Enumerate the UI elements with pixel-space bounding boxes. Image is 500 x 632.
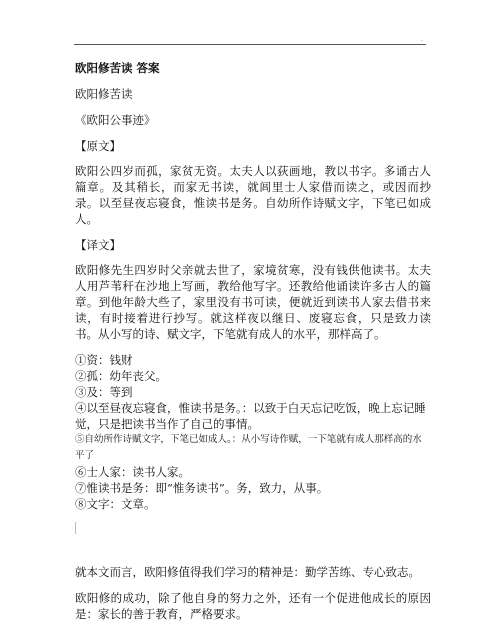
note-item: ②孤：幼年丧父。 <box>75 369 167 383</box>
corner-mark: . <box>421 36 423 43</box>
spacer <box>75 546 431 564</box>
notes-list <box>75 352 431 512</box>
note-item: ①资：钱财 <box>75 353 133 367</box>
note-item: ⑤自幼所作诗赋文字，下笔已如成人。：从小写诗作赋，一下笔就有成人那样高的水平了 <box>75 434 422 461</box>
note-item: ⑦惟读书是务：即“惟务读书”。务，致力，从事。 <box>75 481 329 495</box>
text-cursor <box>75 522 76 534</box>
note-item: ③及：等到 <box>75 385 133 399</box>
document-title: 欧阳修苦读 答案 <box>75 61 160 75</box>
original-text: 欧阳公四岁而孤，家贫无资。太夫人以荻画地，教以书字。多诵古人篇章。及其稍长，而家无书读，就闾里士人家借而读之，或因而抄录。以至昼夜忘寝食，惟读书是务。自幼所作诗赋文字，下笔已如成人。 <box>75 164 431 226</box>
document-subtitle: 欧阳修苦读 <box>75 87 133 101</box>
translation-text: 欧阳修先生四岁时父亲就去世了，家境贫寒，没有钱供他读书。太夫人用芦苇秆在沙地上写画，教给他写字。还教给他诵读许多古人的篇章。到他年龄大些了，家里没有书可读，便就近到读书人家去借书来读，有时接着进行抄写。就这样夜以继日、废寝忘食，只是致力读书。从小写的诗、赋文字，下笔就有成人的水平，那样高了。 <box>75 263 431 341</box>
translation-heading: 【译文】 <box>75 238 121 252</box>
note-item: ④以至昼夜忘寝食，惟读书是务。：以致于白天忘记吃饭，晚上忘记睡觉，只是把读书当作了自己的事情。 <box>75 401 426 431</box>
document-body <box>75 60 431 632</box>
original-heading: 【原文】 <box>75 139 121 153</box>
conclusion-2: 欧阳修的成功，除了他自身的努力之外，还有一个促进他成长的原因是：家长的善于教育，严格要求。 <box>75 591 431 621</box>
conclusion-1: 就本文而言，欧阳修值得我们学习的精神是：勤学苦练、专心致志。 <box>75 565 420 579</box>
note-item: ⑥士人家：读书人家。 <box>75 465 190 479</box>
note-item: ⑧文字：文章。 <box>75 497 156 511</box>
document-source: 《欧阳公事迹》 <box>75 113 156 127</box>
header-rule <box>74 44 426 45</box>
